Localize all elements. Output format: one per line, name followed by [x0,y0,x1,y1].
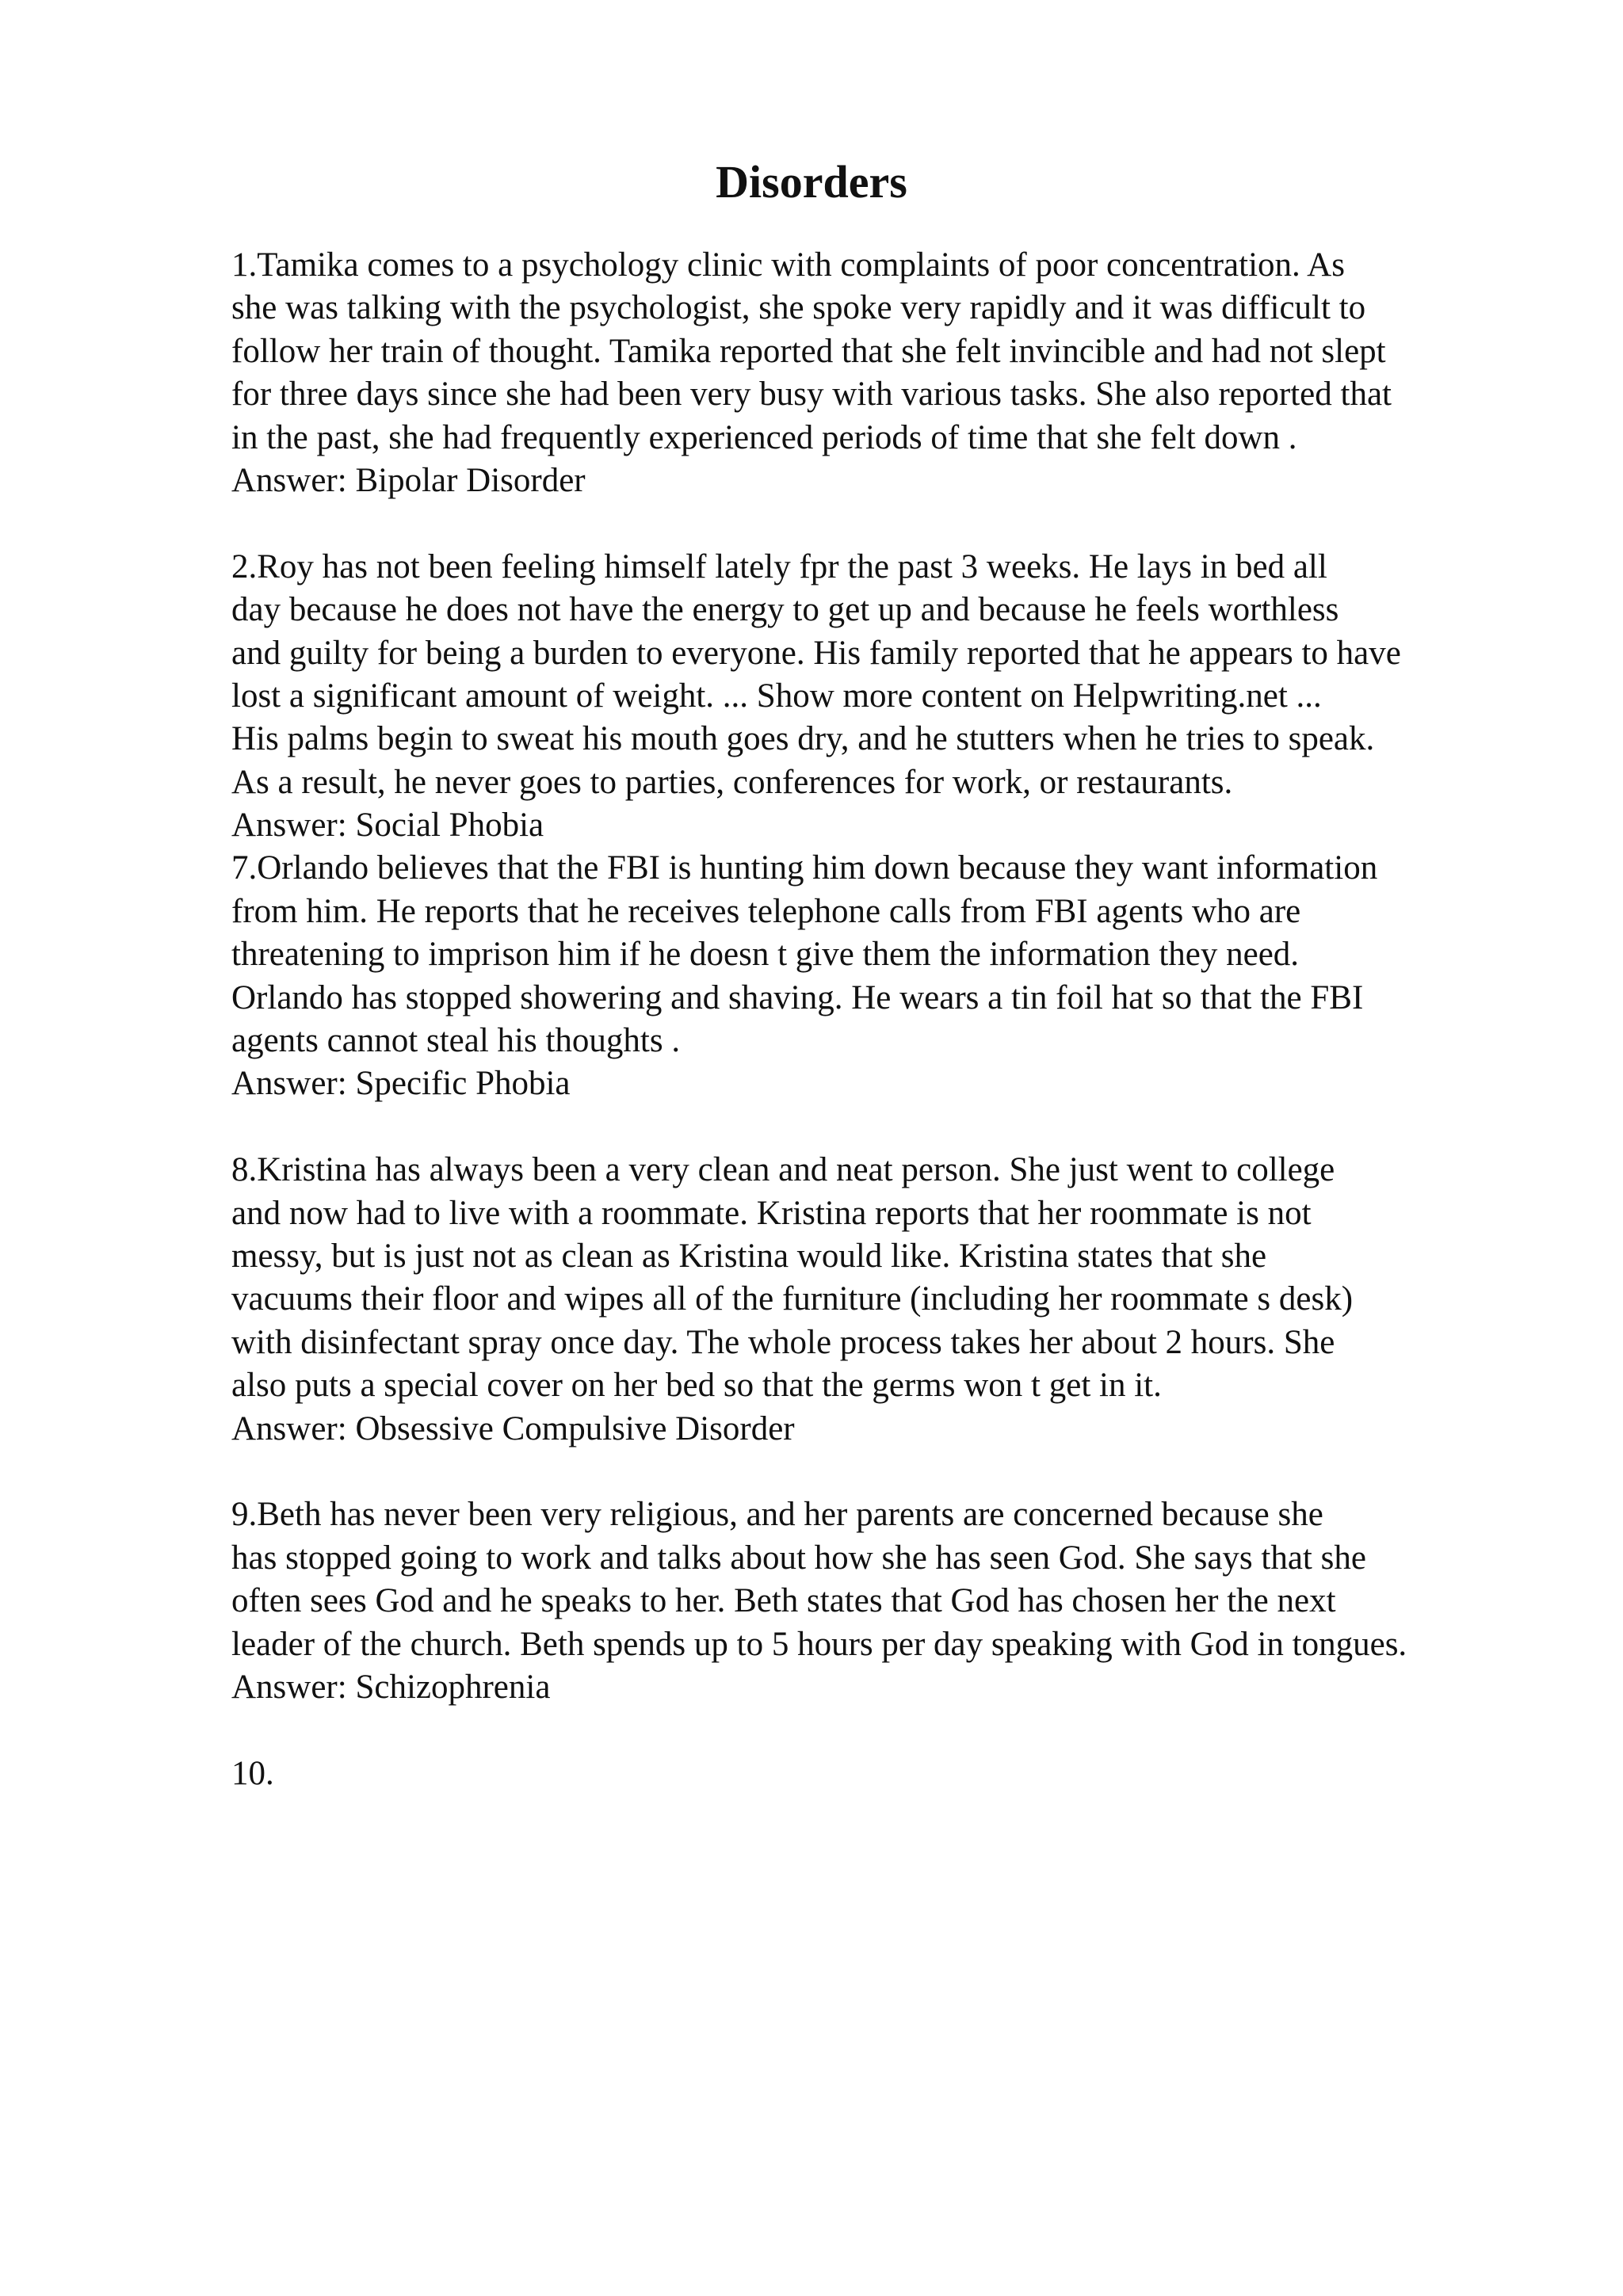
question-1 [231,244,1594,502]
question-8 [231,1149,1594,1451]
question-9-line: often sees God and he speaks to her. Beth states that God has chosen her the next [231,1582,1336,1620]
question-7-line: Orlando has stopped showering and shaving. He wears a tin foil hat so that the FBI [231,978,1364,1016]
question-8-line: 8.Kristina has always been a very clean and neat person. She just went to college [231,1151,1335,1189]
question-9-line: has stopped going to work and talks about how she has seen God. She says that she [231,1539,1366,1577]
question-9 [231,1493,1594,1709]
question-2-line: day because he does not have the energy to get up and because he feels worthless [231,591,1339,629]
question-2-line: As a result, he never goes to parties, conferences for work, or restaurants. [231,763,1233,801]
question-7-line: threatening to imprison him if he doesn t give them the information they need. [231,936,1300,974]
document-body [231,244,1594,1795]
question-7-line: agents cannot steal his thoughts . [231,1022,681,1060]
paragraph-spacer [231,502,1594,545]
paragraph-spacer [231,1451,1594,1493]
question-1-line: in the past, she had frequently experienced periods of time that she felt down . [231,418,1297,456]
question-7 [231,847,1594,1105]
question-7-line: from him. He reports that he receives telephone calls from FBI agents who are [231,892,1301,930]
question-7-line: 7.Orlando believes that the FBI is hunting him down because they want information [231,849,1378,887]
question-8-line: and now had to live with a roommate. Kristina reports that her roommate is not [231,1194,1312,1232]
question-1-line: follow her train of thought. Tamika reported that she felt invincible and had not slept [231,332,1386,370]
question-9-line: leader of the church. Beth spends up to 5 hours per day speaking with God in tongues. [231,1625,1407,1663]
question-7-answer: Answer: Specific Phobia [231,1065,571,1103]
question-2-line: and guilty for being a burden to everyone. His family reported that he appears to have [231,634,1401,672]
question-8-line: also puts a special cover on her bed so that the germs won t get in it. [231,1367,1162,1405]
question-1-answer: Answer: Bipolar Disorder [231,461,586,499]
question-8-line: vacuums their floor and wipes all of the furniture (including her roommate s desk) [231,1280,1354,1318]
question-2-line: lost a significant amount of weight. ... Show more content on Helpwriting.net ... [231,677,1322,715]
paragraph-spacer [231,1106,1594,1149]
question-9-line: 9.Beth has never been very religious, and her parents are concerned because she [231,1496,1323,1534]
question-1-line: 1.Tamika comes to a psychology clinic with complaints of poor concentration. As [231,246,1345,284]
question-1-line: for three days since she had been very busy with various tasks. She also reported that [231,376,1392,414]
question-8-line: messy, but is just not as clean as Kristina would like. Kristina states that she [231,1237,1267,1275]
question-2-line: His palms begin to sweat his mouth goes dry, and he stutters when he tries to speak. [231,720,1375,758]
question-2-answer: Answer: Social Phobia [231,807,544,845]
paragraph-spacer [231,1709,1594,1752]
page-title: Disorders [716,156,907,208]
question-8-line: with disinfectant spray once day. The whole process takes her about 2 hours. She [231,1323,1335,1361]
question-2-line: 2.Roy has not been feeling himself lately fpr the past 3 weeks. He lays in bed all [231,547,1327,585]
question-8-answer: Answer: Obsessive Compulsive Disorder [231,1409,795,1447]
question-10-label: 10. [231,1754,274,1792]
question-10 [231,1753,1594,1795]
question-9-answer: Answer: Schizophrenia [231,1668,551,1706]
question-2 [231,546,1594,848]
question-1-line: she was talking with the psychologist, she spoke very rapidly and it was difficult to [231,289,1366,327]
